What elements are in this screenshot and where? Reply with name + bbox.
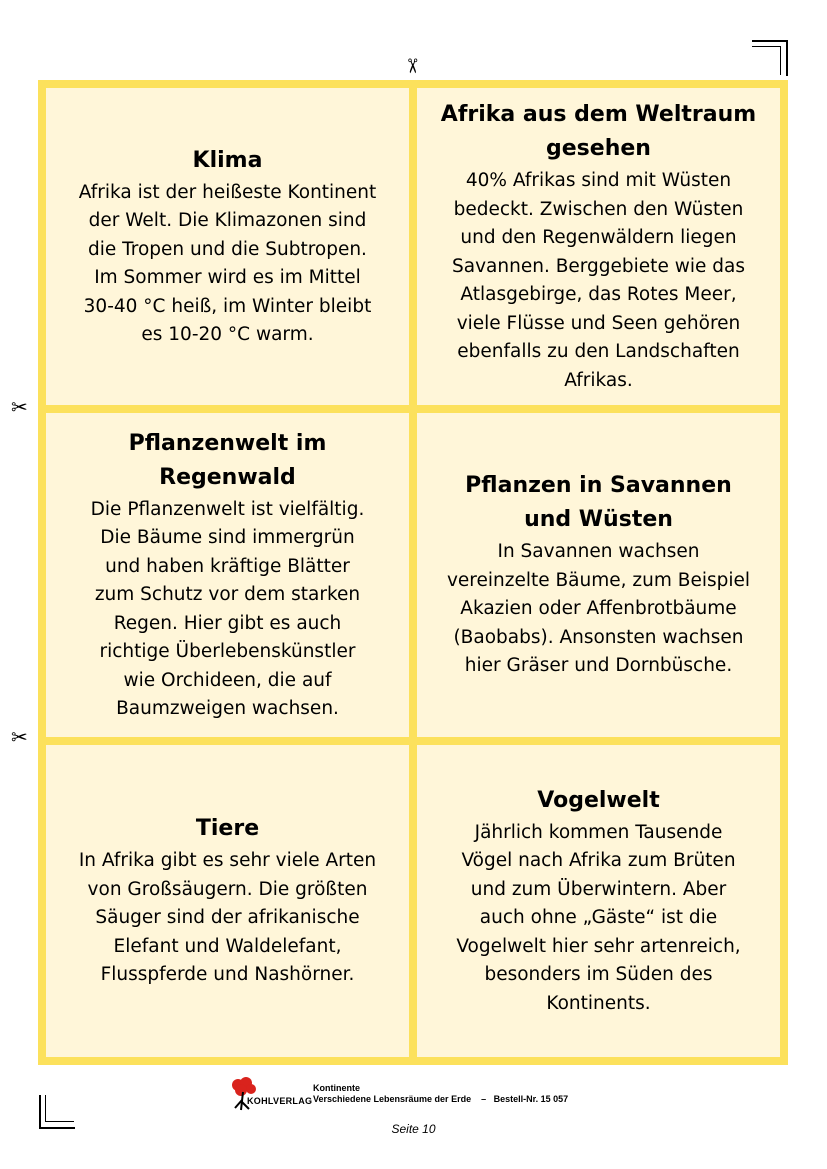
crop-mark-top-right-inner [752, 46, 781, 75]
card-body: 40% Afrikas sind mit Wüsten bedeckt. Zwischen den Wüsten und den Regenwäldern liegen Savannen. Berggebiete wie das Atlasgebirge, das Rotes Meer, viele Flüsse und Seen gehören ebenfalls zu den Landschaften Afrikas. [452, 170, 745, 391]
card-title: Klima [192, 147, 263, 173]
card-vogelwelt [417, 745, 780, 1057]
card-weltraum [417, 88, 780, 405]
crop-mark-bottom-left-inner [45, 1095, 74, 1122]
scissors-icon: ✂ [11, 395, 28, 419]
card-regenwald [46, 413, 409, 737]
card-tiere [46, 745, 409, 1057]
page-number: Seite 10 [391, 1122, 436, 1136]
logo-text: KOHLVERLAG [247, 1096, 313, 1106]
card-body: Die Pflanzenwelt ist vielfältig. Die Bäume sind immergrün und haben kräftige Blätter zum Schutz vor dem starken Regen. Hier gibt es auch richtige Überlebenskünstler wie Orchideen, die auf Baumzweigen wachsen. [90, 498, 365, 719]
footer-info [313, 1083, 568, 1105]
card-savannen [417, 413, 780, 737]
card-title: Pflanzenwelt im Regenwald [128, 430, 327, 490]
publisher-logo [229, 1076, 313, 1112]
scissors-icon: ✂ [11, 725, 28, 749]
card-klima [46, 88, 409, 405]
footer-subtitle: Verschiedene Lebensräume der Erde – Bestell-Nr. 15 057 [313, 1094, 569, 1104]
card-body: Afrika ist der heißeste Kontinent der Welt. Die Klimazonen sind die Tropen und die Subtropen. Im Sommer wird es im Mittel 30-40 °C heiß, im Winter bleibt es 10-20 °C warm. [78, 181, 377, 345]
footer-title: Kontinente [313, 1083, 360, 1093]
scissors-icon: ✂ [400, 57, 425, 75]
card-title: Vogelwelt [537, 787, 660, 813]
card-grid [38, 80, 788, 1065]
card-body: In Savannen wachsen vereinzelte Bäume, zum Beispiel Akazien oder Affenbrotbäume (Baobabs). Ansonsten wachsen hier Gräser und Dornbüsche. [446, 541, 751, 677]
card-body: Jährlich kommen Tausende Vögel nach Afrika zum Brüten und zum Überwintern. Aber auch ohne „Gäste“ ist die Vogelwelt hier sehr artenreich, besonders im Süden des Kontinents. [456, 821, 741, 1014]
card-title: Afrika aus dem Weltraum gesehen [440, 102, 757, 161]
card-body: In Afrika gibt es sehr viele Arten von Großsäugern. Die größten Säuger sind der afrikanische Elefant und Waldelefant, Flusspferde und Nashörner. [78, 850, 377, 986]
card-title: Tiere [195, 816, 260, 842]
tree-logo-icon [229, 1076, 259, 1112]
card-title: Pflanzen in Savannen und Wüsten [465, 473, 732, 533]
